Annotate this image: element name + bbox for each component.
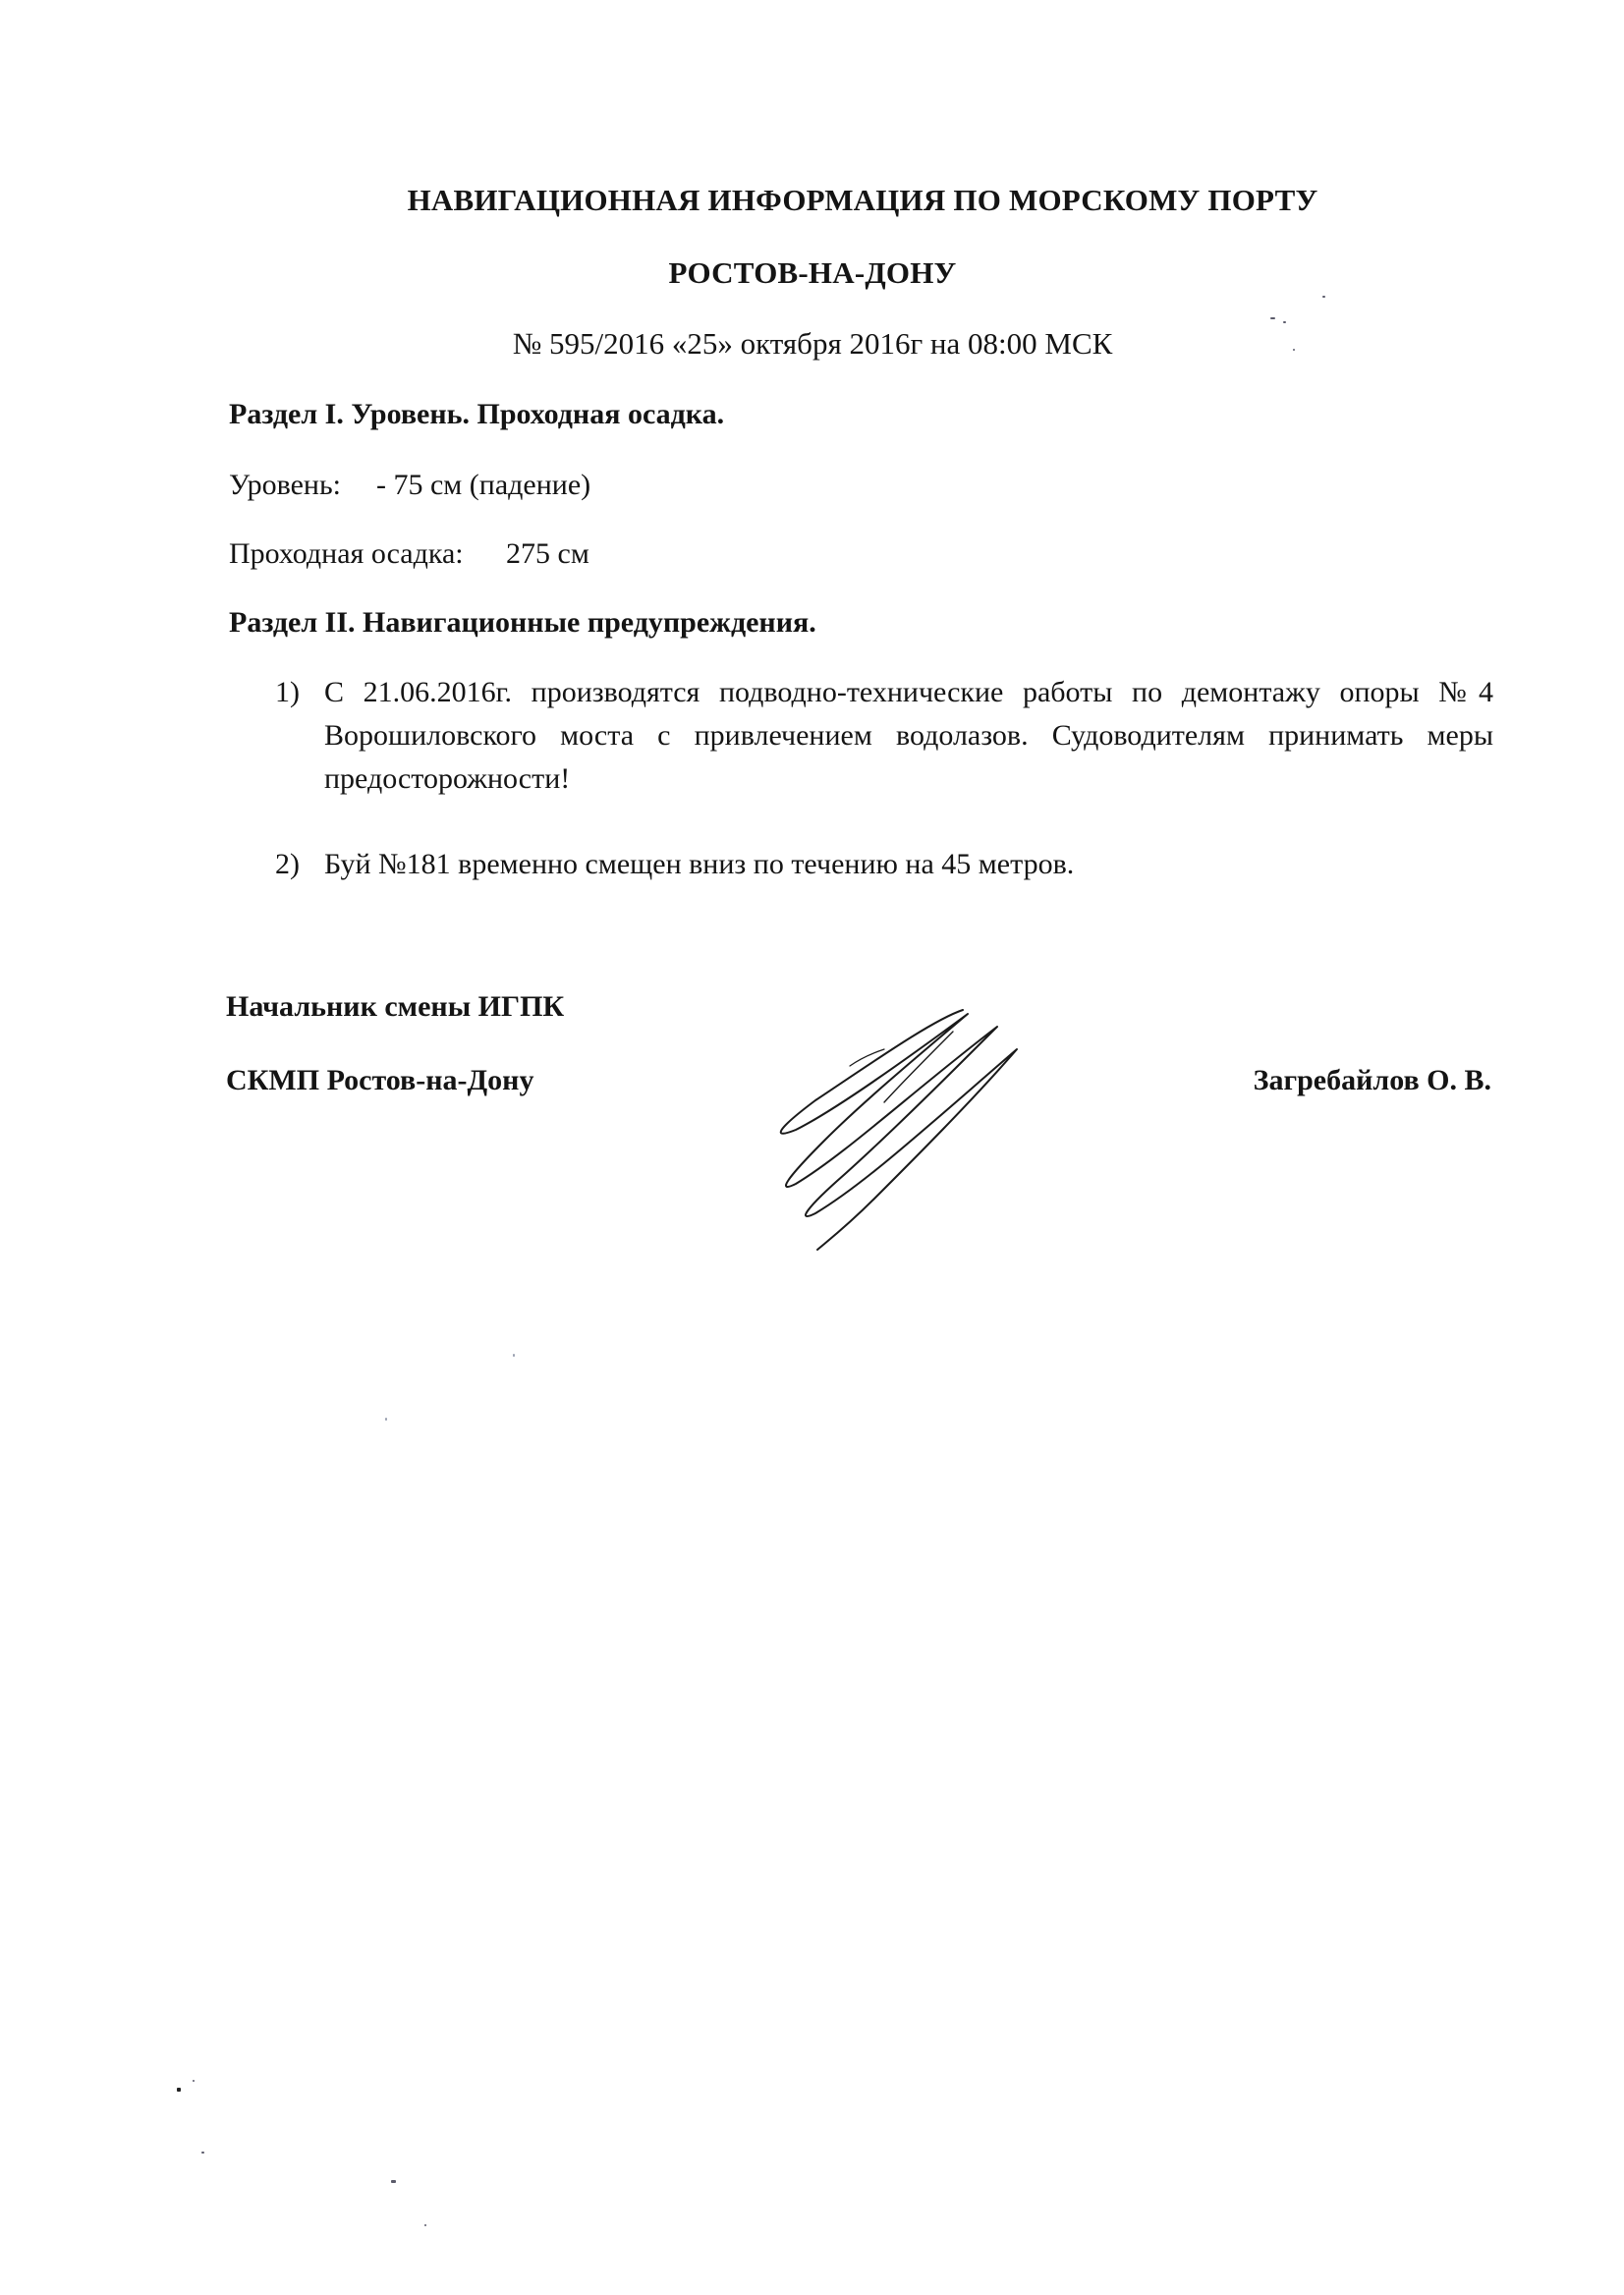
scan-speck	[1322, 296, 1325, 298]
draft-row	[229, 537, 589, 571]
scan-speck	[177, 2088, 181, 2092]
scan-speck	[513, 1354, 515, 1357]
section-2-heading: Раздел II. Навигационные предупреждения.	[229, 606, 816, 639]
warning-text: Буй №181 временно смещен вниз по течению на 45 метров.	[324, 848, 1075, 880]
draft-value: 275 см	[506, 537, 589, 570]
scan-speck	[1293, 349, 1295, 351]
level-row	[229, 469, 590, 502]
scan-speck	[1270, 317, 1275, 319]
scan-speck	[424, 2224, 426, 2226]
scan-speck	[385, 1418, 387, 1421]
document-title: НАВИГАЦИОННАЯ ИНФОРМАЦИЯ ПО МОРСКОМУ ПОРТУ	[407, 183, 1318, 217]
document-title-port: РОСТОВ-НА-ДОНУ	[668, 255, 957, 290]
scan-speck	[391, 2180, 396, 2183]
handwritten-signature	[756, 992, 1041, 1258]
signatory-name: Загребайлов О. В.	[1253, 1064, 1491, 1096]
level-label: Уровень:	[229, 469, 341, 501]
scan-speck	[1283, 321, 1286, 323]
draft-label: Проходная осадка:	[229, 537, 464, 570]
document-number-date: № 595/2016 «25» октября 2016г на 08:00 МСК	[512, 326, 1113, 361]
warning-number: 2)	[275, 848, 300, 880]
signatory-organization: СКМП Ростов-на-Дону	[226, 1064, 534, 1096]
scan-speck	[201, 2152, 204, 2154]
scan-speck	[193, 2080, 195, 2082]
warning-text: С 21.06.2016г. производятся подводно-технические работы по демонтажу опоры №4 Ворошиловского моста с привлечением водолазов. Судоводителям принимать меры предосторожности!	[324, 676, 1493, 795]
signatory-position: Начальник смены ИГПК	[226, 990, 565, 1023]
warning-number: 1)	[275, 676, 300, 708]
section-1-heading: Раздел I. Уровень. Проходная осадка.	[229, 398, 725, 430]
level-value: - 75 см (падение)	[376, 469, 591, 501]
